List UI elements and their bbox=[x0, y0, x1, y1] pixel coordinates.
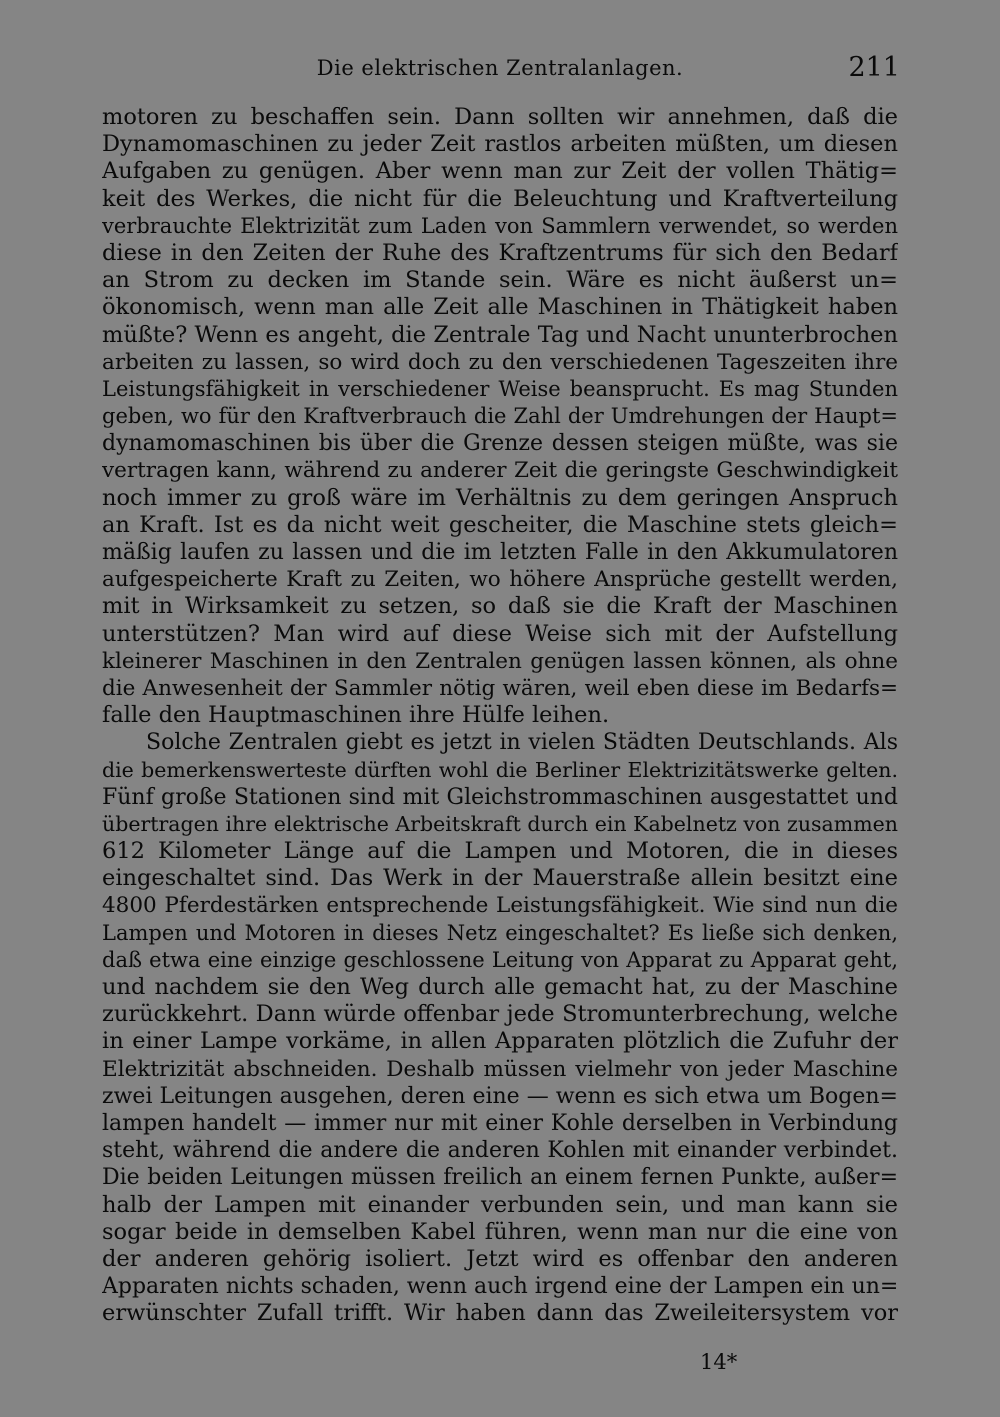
text-line: sogar beide in demselben Kabel führen, wenn man nur die eine von bbox=[102, 1218, 898, 1245]
paragraph-start-line: Solche Zentralen giebt es jetzt in vielen Städten Deutschlands. Als bbox=[146, 730, 898, 756]
text-line: an Kraft. Ist es da nicht weit gescheiter, die Maschine stets gleich= bbox=[102, 511, 898, 538]
text-line: lampen handelt — immer nur mit einer Kohle derselben in Verbindung bbox=[102, 1110, 898, 1136]
text-line: diese in den Zeiten der Ruhe des Kraftzentrums für sich den Bedarf bbox=[102, 239, 898, 266]
text-line: Apparaten nichts schaden, wenn auch irgend eine der Lampen ein un= bbox=[102, 1274, 898, 1300]
text-line: arbeiten zu lassen, so wird doch zu den verschiedenen Tageszeiten ihre bbox=[102, 349, 898, 375]
text-line: die Anwesenheit der Sammler nötig wären, weil eben diese im Bedarfs= bbox=[102, 675, 898, 701]
text-line: verbrauchte Elektrizität zum Laden von Sammlern verwendet, so werden bbox=[102, 213, 898, 238]
text-line: unterstützen? Man wird auf diese Weise sich mit der Aufstellung bbox=[102, 620, 898, 647]
text-line: aufgespeicherte Kraft zu Zeiten, wo höhere Ansprüche gestellt werden, bbox=[102, 567, 898, 593]
page-number: 211 bbox=[848, 52, 900, 83]
text-line: motoren zu beschaffen sein. Dann sollten wir annehmen, daß die bbox=[102, 104, 898, 130]
signature-mark: 14* bbox=[700, 1350, 738, 1374]
text-line: eingeschaltet sind. Das Werk in der Mauerstraße allein besitzt eine bbox=[102, 865, 898, 892]
text-line: Dynamomaschinen zu jeder Zeit rastlos arbeiten müßten, um diesen bbox=[102, 131, 898, 158]
text-line: dynamomaschinen bis über die Grenze dessen steigen müßte, was sie bbox=[102, 431, 898, 457]
text-line: kleinerer Maschinen in den Zentralen genügen lassen können, als ohne bbox=[102, 648, 898, 674]
text-line: zurückkehrt. Dann würde offenbar jede Stromunterbrechung, welche bbox=[102, 1001, 898, 1028]
text-line: steht, während die andere die anderen Kohlen mit einander verbindet. bbox=[102, 1138, 898, 1164]
text-line: Die beiden Leitungen müssen freilich an einem fernen Punkte, außer= bbox=[102, 1165, 898, 1191]
text-line: keit des Werkes, die nicht für die Beleuchtung und Kraftverteilung bbox=[102, 185, 898, 212]
text-line: Leistungsfähigkeit in verschiedener Weise beansprucht. Es mag Stunden bbox=[102, 376, 898, 401]
text-line: Lampen und Motoren in dieses Netz eingeschaltet? Es ließe sich denken, bbox=[102, 920, 898, 945]
page-header bbox=[100, 52, 900, 88]
paragraph-end-line: falle den Hauptmaschinen ihre Hülfe leihen. bbox=[102, 702, 610, 729]
body-text bbox=[102, 104, 898, 1327]
text-line: an Strom zu decken im Stande sein. Wäre es nicht äußerst un= bbox=[102, 267, 898, 294]
running-title: Die elektrischen Zentralanlagen. bbox=[316, 56, 684, 80]
text-line: erwünschter Zufall trifft. Wir haben dann das Zweileitersystem vor bbox=[102, 1300, 898, 1327]
text-line: 4800 Pferdestärken entsprechende Leistungsfähigkeit. Wie sind nun die bbox=[102, 893, 898, 919]
text-line: noch immer zu groß wäre im Verhältnis zu dem geringen Anspruch bbox=[102, 484, 898, 511]
text-line: zwei Leitungen ausgehen, deren eine — wenn es sich etwa um Bogen= bbox=[102, 1083, 898, 1109]
text-line: die bemerkenswerteste dürften wohl die Berliner Elektrizitätswerke gelten. bbox=[102, 757, 898, 782]
text-line: 612 Kilometer Länge auf die Lampen und Motoren, die in dieses bbox=[102, 838, 898, 865]
text-line: vertragen kann, während zu anderer Zeit die geringste Geschwindigkeit bbox=[102, 458, 898, 484]
text-line: geben, wo für den Kraftverbrauch die Zahl der Umdrehungen der Haupt= bbox=[102, 404, 898, 429]
text-line: daß etwa eine einzige geschlossene Leitung von Apparat zu Apparat geht, bbox=[102, 947, 898, 972]
text-line: müßte? Wenn es angeht, die Zentrale Tag und Nacht ununterbrochen bbox=[102, 321, 898, 348]
text-line: übertragen ihre elektrische Arbeitskraft durch ein Kabelnetz von zusammen bbox=[102, 811, 898, 836]
text-line: der anderen gehörig isoliert. Jetzt wird es offenbar den anderen bbox=[102, 1245, 898, 1272]
text-line: halb der Lampen mit einander verbunden sein, und man kann sie bbox=[102, 1191, 898, 1218]
text-line: Elektrizität abschneiden. Deshalb müssen vielmehr von jeder Maschine bbox=[102, 1056, 898, 1082]
text-line: Aufgaben zu genügen. Aber wenn man zur Zeit der vollen Thätig= bbox=[102, 158, 898, 185]
text-line: ökonomisch, wenn man alle Zeit alle Maschinen in Thätigkeit haben bbox=[102, 294, 898, 321]
text-line: mit in Wirksamkeit zu setzen, so daß sie die Kraft der Maschinen bbox=[102, 593, 898, 620]
text-line: Fünf große Stationen sind mit Gleichstrommaschinen ausgestattet und bbox=[102, 784, 898, 810]
text-line: mäßig laufen zu lassen und die im letzten Falle in den Akkumulatoren bbox=[102, 540, 898, 565]
text-line: in einer Lampe vorkäme, in allen Apparaten plötzlich die Zufuhr der bbox=[102, 1028, 898, 1055]
text-line: und nachdem sie den Weg durch alle gemacht hat, zu der Maschine bbox=[102, 974, 898, 1000]
